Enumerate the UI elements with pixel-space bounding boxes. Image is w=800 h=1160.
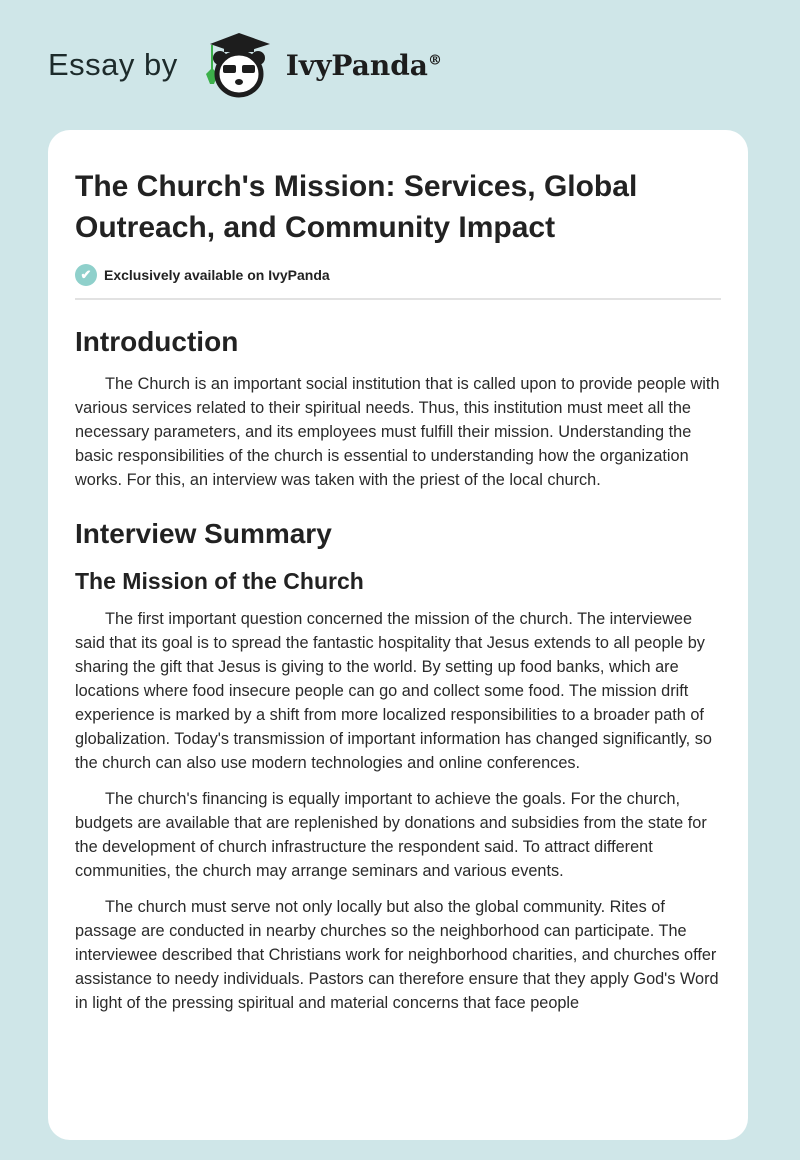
paragraph: The Church is an important social institution that is called upon to provide people with various services related to their spiritual needs. Thus, this institution must meet all the necessary parameters, and its employees must fulfill their mission. Understanding the basic responsibilities of the church is essential to understanding how the organization works. For this, an interview was taken with the priest of the local church.: [75, 375, 720, 489]
site-header: [48, 30, 442, 100]
registered-mark: ®: [427, 52, 442, 69]
divider: [75, 298, 721, 300]
section-heading: Introduction: [75, 326, 239, 357]
panda-logo-icon: [196, 30, 282, 100]
brand-name[interactable]: [286, 49, 442, 82]
essay-by-label: Essay by: [48, 47, 178, 82]
badge-label: Exclusively available on IvyPanda: [104, 267, 330, 283]
essay-title: The Church's Mission: Services, Global Outreach, and Community Impact: [75, 170, 638, 244]
paragraph: The church's financing is equally important to achieve the goals. For the church, budgets are available that are replenished by donations and subsidies from the state for the development of church infrastructure the respondent said. To attract different communities, the church may arrange seminars and various events.: [75, 790, 707, 880]
exclusive-badge: [75, 264, 721, 286]
subsection-heading: The Mission of the Church: [75, 568, 364, 594]
brand-text: IvyPanda: [285, 48, 428, 82]
section-heading: Interview Summary: [75, 518, 332, 549]
paragraph: The church must serve not only locally but also the global community. Rites of passage are conducted in nearby churches so the neighborhood can participate. The interviewee described that Christians work for neighborhood charities, and churches offer assistance to needy individuals. Pastors can therefore ensure that they apply God's Word in light of the pressing spiritual and material concerns that face people: [75, 898, 719, 1012]
essay-card: [48, 130, 748, 1140]
paragraph: The first important question concerned the mission of the church. The interviewee said that its goal is to spread the fantastic hospitality that Jesus extends to all people by sharing the gift that Jesus is giving to the world. By setting up food banks, which are locations where food insecure people can go and collect some food. The mission drift experience is marked by a shift from more localized responsibilities to a broader path of globalization. Today's transmission of important information has changed significantly, so the church can also use modern technologies and online conferences.: [75, 610, 712, 772]
check-icon: ✔: [75, 264, 97, 286]
